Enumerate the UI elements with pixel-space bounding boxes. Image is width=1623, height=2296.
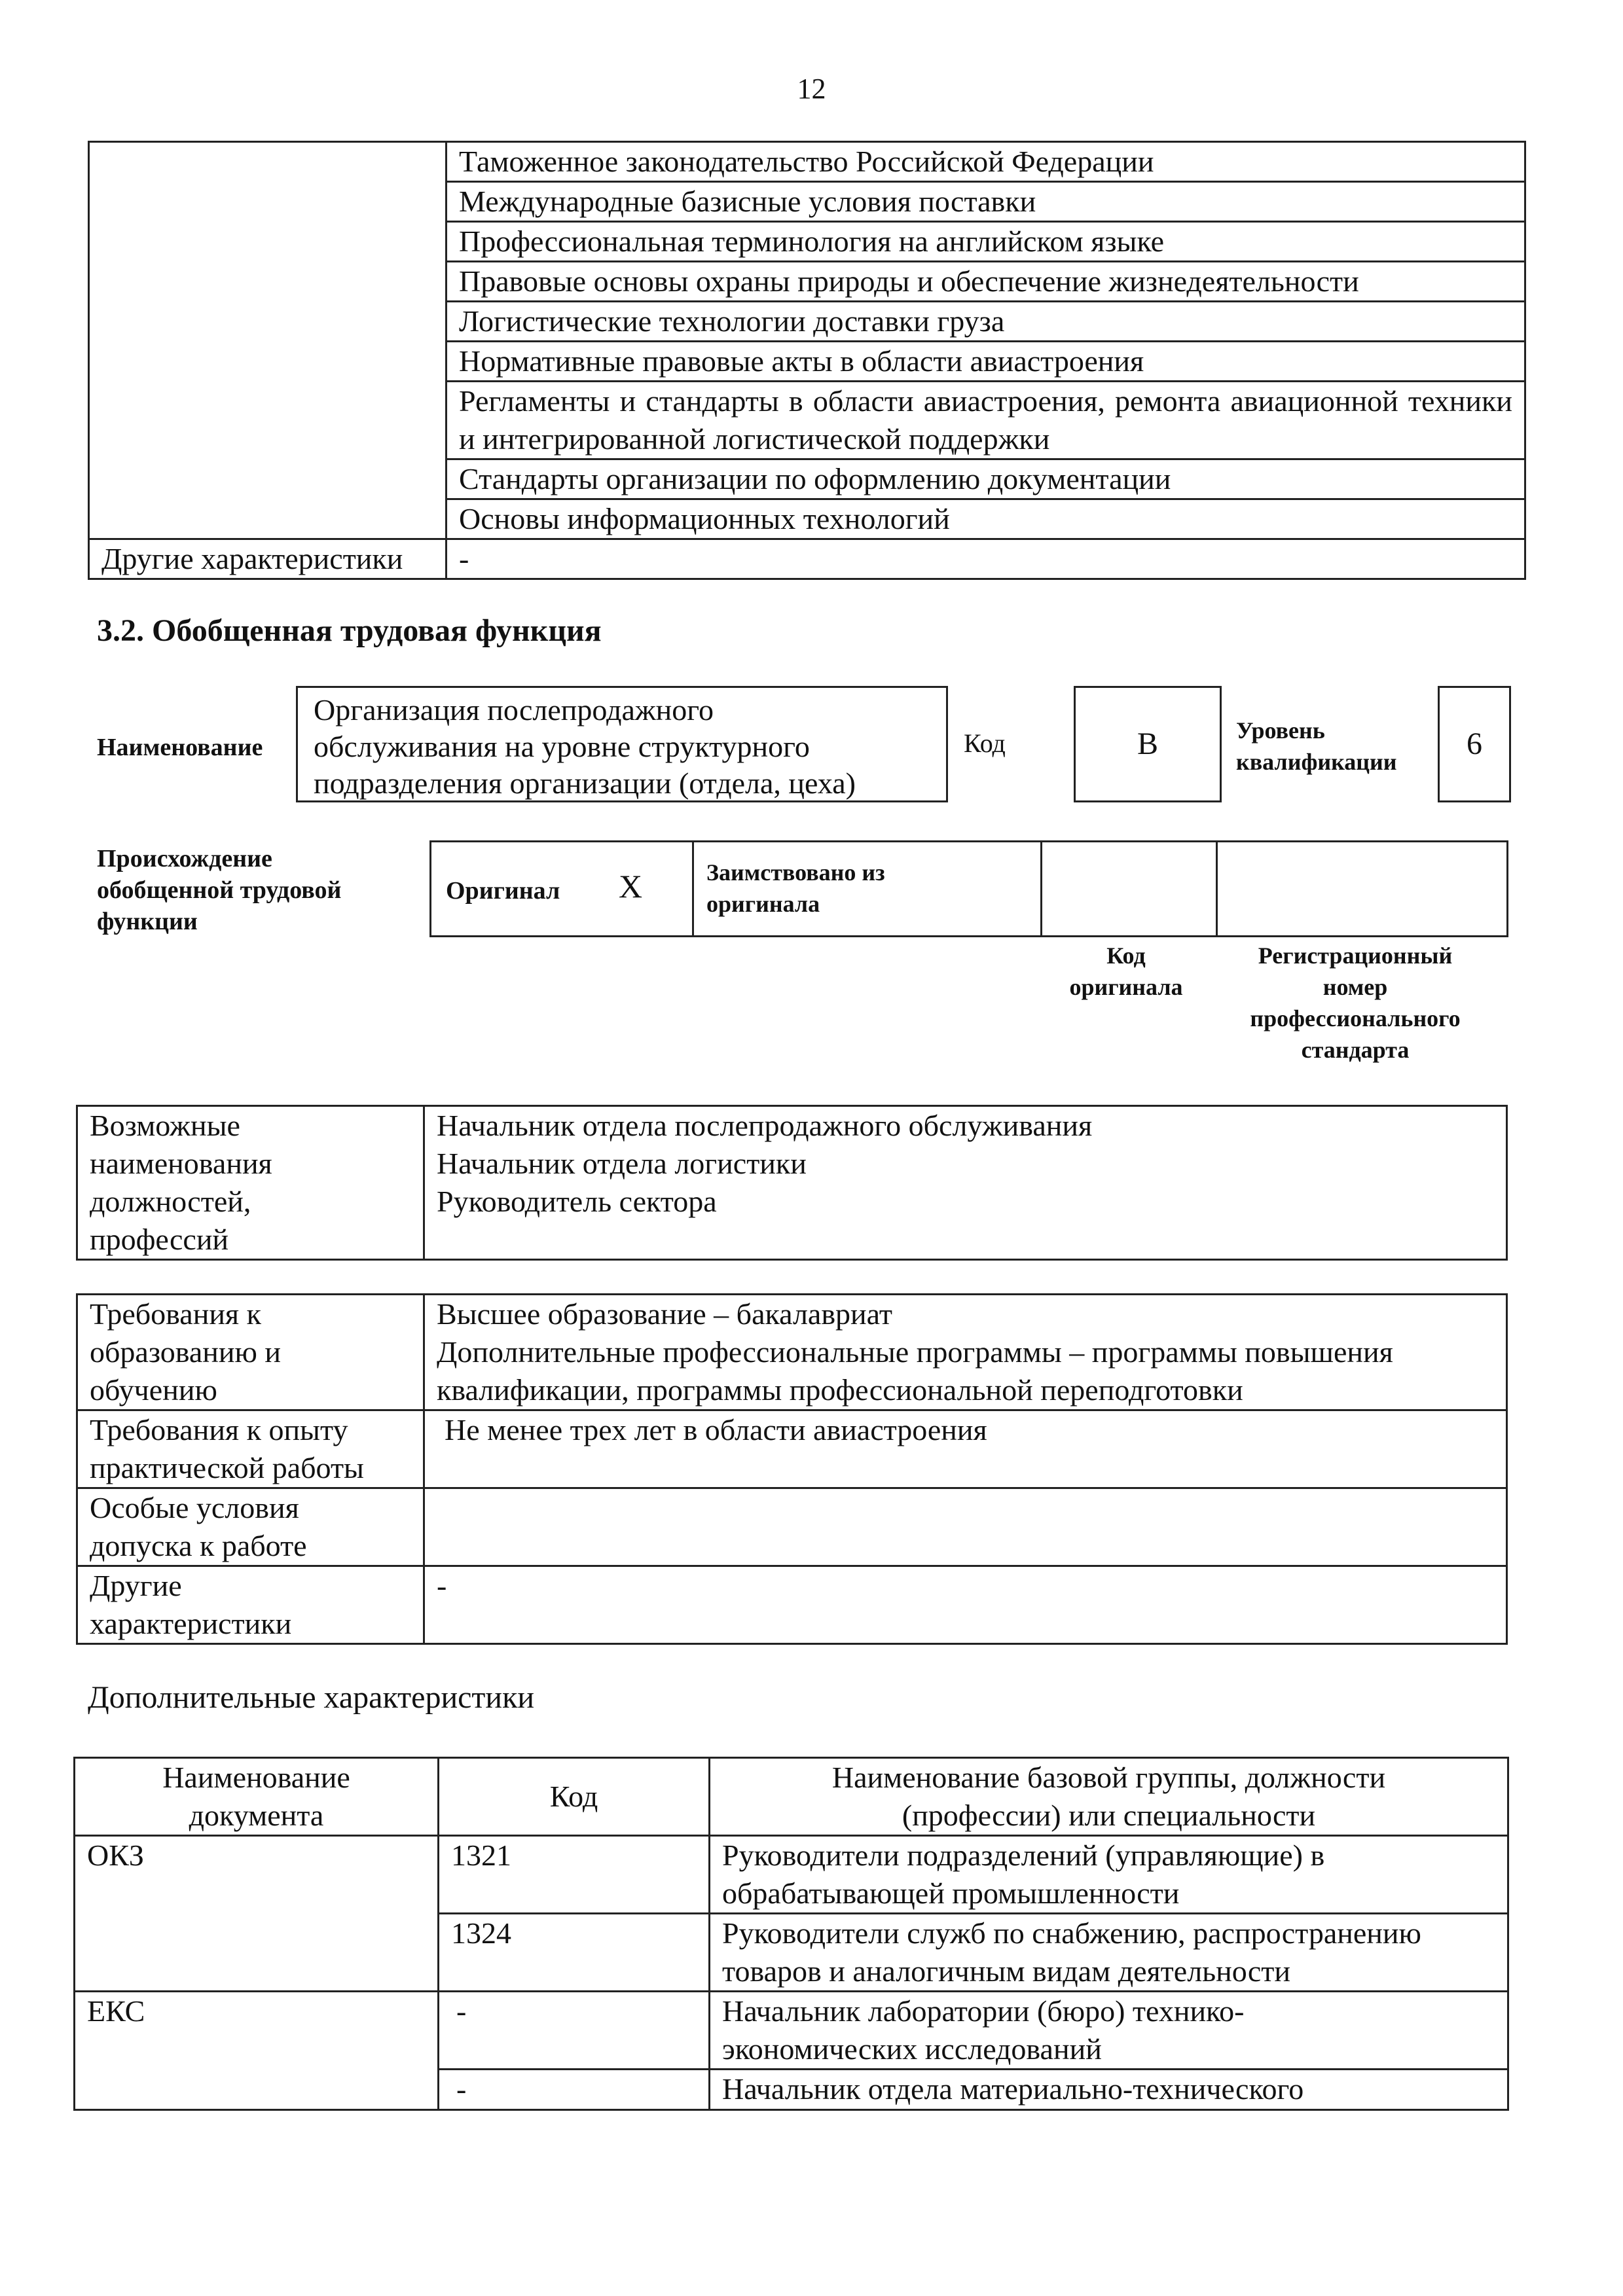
reg-number-caption: [1218, 940, 1493, 1066]
row-code: 1324: [439, 1914, 710, 1992]
row-group-name-line: Руководители служб по снабжению, распространению: [722, 1916, 1421, 1950]
knowledge-table: [88, 141, 1526, 580]
position-item: Начальник отдела послепродажного обслуживания: [437, 1109, 1093, 1142]
positions-label: [77, 1106, 424, 1260]
level-label: [1236, 715, 1397, 778]
reg-number-caption-line: профессионального: [1250, 1005, 1461, 1031]
positions-label-line: Возможные: [90, 1109, 240, 1142]
header-group-name: [710, 1758, 1508, 1836]
row-document: ОКЗ: [75, 1836, 439, 1992]
education-value-line: Дополнительные профессиональные программы – программы повышения: [437, 1335, 1393, 1369]
borrowed-label-line: Заимствовано из: [706, 859, 885, 886]
additional-table: [73, 1757, 1509, 2111]
origin-divider: [692, 842, 694, 935]
code-value: В: [1137, 726, 1158, 761]
knowledge-item: Регламенты и стандарты в области авиастроения, ремонта авиационной техники и интегрированной логистической поддержки: [447, 382, 1525, 459]
origin-divider: [1040, 842, 1042, 935]
positions-label-line: профессий: [90, 1223, 229, 1256]
positions-table: [76, 1105, 1508, 1261]
header-document: [75, 1758, 439, 1836]
knowledge-empty-cell: [89, 142, 447, 539]
code-original-caption-line: Код: [1106, 942, 1146, 969]
level-value-box: [1438, 686, 1511, 802]
knowledge-item: Основы информационных технологий: [447, 499, 1525, 539]
code-original-caption: [1041, 940, 1211, 1003]
origin-label-line: функции: [97, 908, 198, 935]
original-label: Оригинал: [446, 877, 560, 905]
function-name-line: Организация послепродажного: [314, 693, 714, 726]
other-characteristics-value: -: [447, 539, 1525, 579]
row-group-name: [710, 1914, 1508, 1992]
row-group-name: [710, 2070, 1508, 2110]
knowledge-item: Правовые основы охраны природы и обеспечение жизнедеятельности: [447, 262, 1525, 302]
row-group-name-line: товаров и аналогичным видам деятельности: [722, 1954, 1291, 1988]
reg-number-caption-line: Регистрационный: [1258, 942, 1453, 969]
origin-label: [97, 843, 341, 937]
experience-label-line: Требования к опыту: [90, 1413, 348, 1446]
knowledge-item: Нормативные правовые акты в области авиастроения: [447, 342, 1525, 382]
requirements-table: [76, 1293, 1508, 1645]
level-label-line: квалификации: [1236, 749, 1397, 775]
row-group-name: [710, 1992, 1508, 2070]
additional-heading: Дополнительные характеристики: [88, 1680, 535, 1715]
knowledge-item: Профессиональная терминология на английском языке: [447, 222, 1525, 262]
origin-label-line: Происхождение: [97, 845, 272, 872]
row-document: ЕКС: [75, 1992, 439, 2110]
experience-value: Не менее трех лет в области авиастроения: [424, 1410, 1507, 1488]
knowledge-item: Стандарты организации по оформлению документации: [447, 459, 1525, 499]
row-group-name-line: Начальник лаборатории (бюро) технико-: [722, 1994, 1245, 2028]
header-document-line: документа: [189, 1799, 324, 1832]
reg-number-caption-line: стандарта: [1301, 1037, 1410, 1063]
level-value: 6: [1467, 726, 1482, 761]
experience-label-line: практической работы: [90, 1451, 364, 1484]
other-characteristics-label: Другие характеристики: [89, 539, 447, 579]
code-original-caption-line: оригинала: [1069, 974, 1183, 1000]
other-label-line: характеристики: [90, 1607, 292, 1640]
borrowed-label: [706, 857, 885, 920]
level-label-line: Уровень: [1236, 717, 1325, 744]
experience-label: [77, 1410, 424, 1488]
code-value-box: [1074, 686, 1222, 802]
row-group-name: [710, 1836, 1508, 1914]
header-group-name-line: (профессии) или специальности: [902, 1799, 1316, 1832]
special-conditions-value: [424, 1488, 1507, 1566]
positions-values: [424, 1106, 1507, 1260]
education-label-line: обучению: [90, 1373, 217, 1407]
page-number: 12: [797, 73, 826, 105]
other-value: -: [424, 1566, 1507, 1644]
row-group-name-line: экономических исследований: [722, 2032, 1102, 2066]
position-item: Начальник отдела логистики: [437, 1147, 807, 1180]
education-value-line: Высшее образование – бакалавриат: [437, 1297, 892, 1331]
code-label: Код: [964, 728, 1006, 758]
other-label-line: Другие: [90, 1569, 182, 1602]
knowledge-item: Международные базисные условия поставки: [447, 182, 1525, 222]
positions-label-line: наименования: [90, 1147, 272, 1180]
header-group-name-line: Наименование базовой группы, должности: [831, 1761, 1386, 1794]
header-code: Код: [439, 1758, 710, 1836]
special-conditions-label-line: допуска к работе: [90, 1529, 307, 1562]
row-code: -: [439, 2070, 710, 2110]
special-conditions-label-line: Особые условия: [90, 1491, 299, 1524]
row-group-name-line: Начальник отдела материально-технического: [722, 2072, 1304, 2106]
education-value: [424, 1295, 1507, 1410]
row-code: 1321: [439, 1836, 710, 1914]
name-label: Наименование: [97, 734, 263, 761]
section-heading: 3.2. Обобщенная трудовая функция: [97, 613, 602, 648]
reg-number-caption-line: номер: [1322, 974, 1388, 1000]
education-value-line: квалификации, программы профессиональной переподготовки: [437, 1373, 1243, 1407]
knowledge-item: Таможенное законодательство Российской Федерации: [447, 142, 1525, 182]
origin-divider: [1216, 842, 1218, 935]
row-code: -: [439, 1992, 710, 2070]
function-name-line: подразделения организации (отдела, цеха): [314, 766, 856, 800]
origin-table: [429, 840, 1508, 937]
borrowed-label-line: оригинала: [706, 891, 820, 917]
origin-label-line: обобщенной трудовой: [97, 876, 342, 904]
education-label: [77, 1295, 424, 1410]
education-label-line: образованию и: [90, 1335, 281, 1369]
positions-label-line: должностей,: [90, 1185, 251, 1218]
position-item: Руководитель сектора: [437, 1185, 717, 1218]
function-name-line: обслуживания на уровне структурного: [314, 730, 810, 763]
original-mark: Х: [619, 868, 643, 905]
special-conditions-label: [77, 1488, 424, 1566]
function-name-box: [296, 686, 948, 802]
education-label-line: Требования к: [90, 1297, 261, 1331]
other-label: [77, 1566, 424, 1644]
row-group-name-line: обрабатывающей промышленности: [722, 1876, 1180, 1910]
knowledge-item: Логистические технологии доставки груза: [447, 302, 1525, 342]
header-document-line: Наименование: [162, 1761, 350, 1794]
row-group-name-line: Руководители подразделений (управляющие) в: [722, 1839, 1325, 1872]
